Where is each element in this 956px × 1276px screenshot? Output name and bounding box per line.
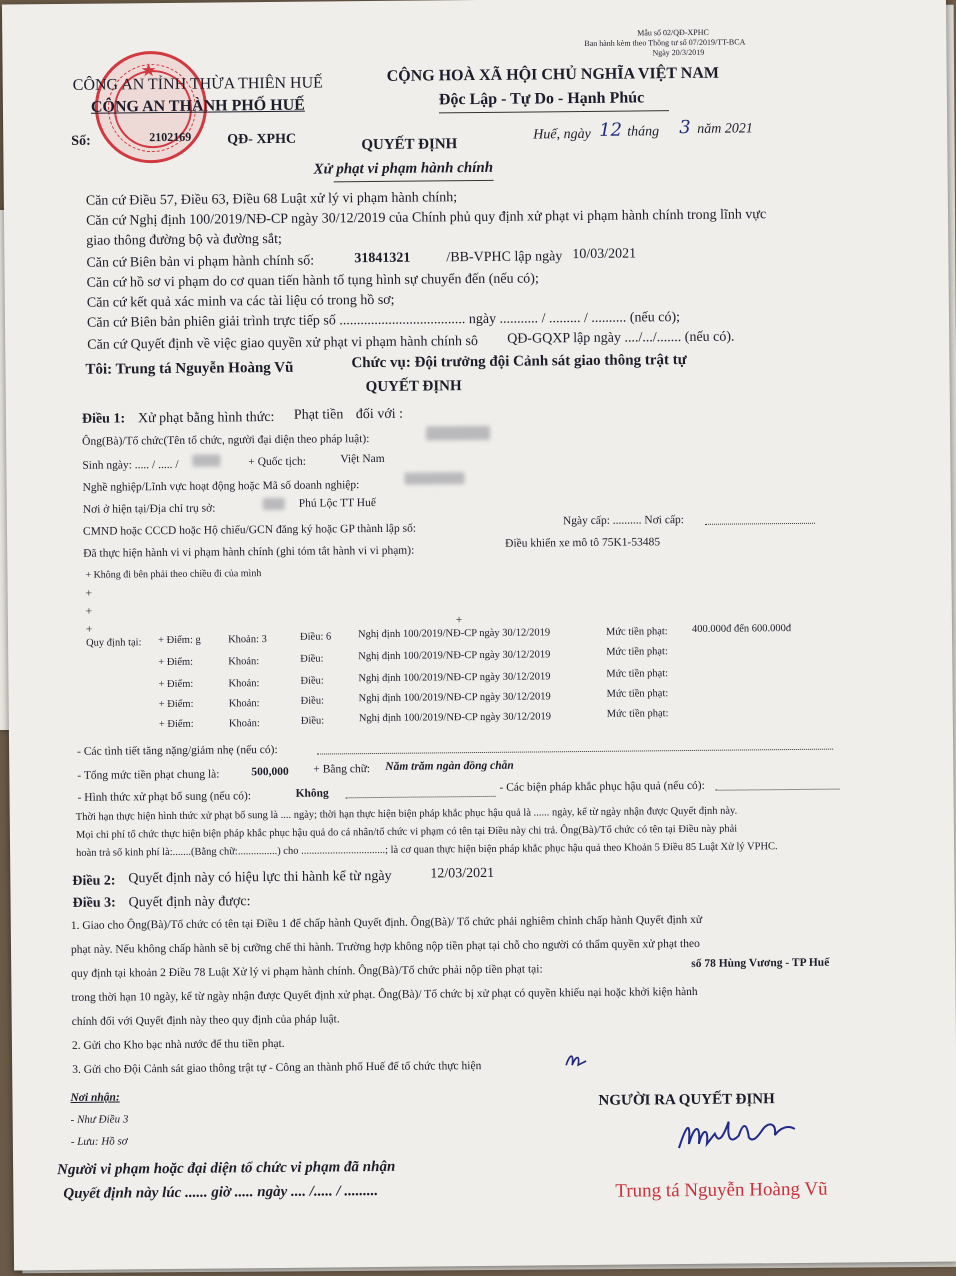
rule-decree: Nghị định 100/2019/NĐ-CP ngày 30/12/2019 (357, 627, 551, 641)
remedy-label: - Các biện pháp khắc phục hậu quả (nếu có): (499, 779, 705, 794)
art3-line-4: trong thời hạn 10 ngày, kể từ ngày nhận được Quyết định xử phạt. Ông(Bà)/ Tổ chức bị xử phạt có quyền khiếu nại hoặc khởi kiện hành (71, 985, 698, 1004)
officer-position: Chức vụ: Đội trưởng đội Cảnh sát giao thông trật tự (351, 352, 687, 372)
decision-document (2, 0, 956, 1271)
basis-3: Căn cứ Biên bản vi phạm hành chính số: (86, 253, 315, 271)
signature (673, 1113, 803, 1160)
art3-line-5: chính đối với Quyết định này theo quy định của pháp luật. (71, 1013, 340, 1028)
nationality: Việt Nam (340, 452, 385, 466)
rule-point: + Điểm: (158, 656, 194, 669)
art3-text: Quyết định này được: (128, 894, 251, 911)
rule-clause: Khoản: (228, 678, 260, 690)
rule-article: Điều: (300, 695, 325, 707)
remedy-dots (716, 789, 840, 791)
in-words: Năm trăm ngàn đồng chẵn (385, 759, 514, 773)
form-issued-date: Ngày 20/3/2019 (652, 47, 705, 58)
art2-label: Điều 2: (72, 873, 116, 889)
basis-4: Căn cứ hồ sơ vi phạm do cơ quan tiến hành tố tụng hình sự chuyển đến (nếu có); (86, 271, 539, 291)
act-1: + Không đi bên phải theo chiều đi của mình (85, 568, 262, 581)
rule-fine-label: Mức tiền phạt: (606, 668, 669, 680)
rule-fine-label: Mức tiền phạt: (605, 626, 668, 638)
basis-2: Căn cứ Nghị định 100/2019/NĐ-CP ngày 30/12/2019 của Chính phủ quy định xử phạt vi phạm hành chính trong lĩnh vực (85, 207, 767, 229)
subtitle-underline (334, 180, 494, 183)
total-fine: 500,000 (251, 765, 289, 779)
basis-5: Căn cứ kết quả xác minh va các tài liệu có trong hồ sơ; (86, 292, 395, 311)
art3-line-1: 1. Giao cho Ông(Bà)/Tổ chức có tên tại Điều 1 để chấp hành Quyết định. Ông(Bà)/ Tổ chức phải nghiêm chỉnh chấp hành Quyết định xử (70, 913, 703, 932)
extra-penalty: Không (295, 787, 329, 800)
effective-date: 12/03/2021 (430, 865, 495, 882)
recipient-1: - Như Điều 3 (70, 1113, 129, 1126)
nationality-label: + Quốc tịch: (248, 455, 306, 469)
art2-text: Quyết định này có hiệu lực thi hành kể từ ngày (128, 868, 392, 887)
issue-place-dots (705, 523, 815, 525)
payment-place: số 78 Hùng Vương - TP Huế (691, 956, 830, 970)
rule-fine-label: Mức tiền phạt: (606, 708, 669, 720)
art3-line-3: quy định tại khoản 2 Điều 78 Luật Xử lý vi phạm hành chính. Ông(Bà)/Tổ chức phải nộp tiền phạt tại: (71, 963, 543, 980)
redacted-name (426, 426, 490, 441)
initials-mark (564, 1051, 594, 1071)
country-name: CỘNG HOÀ XÃ HỘI CHỦ NGHĨA VIỆT NAM (386, 64, 720, 85)
decision-month: 3 (679, 116, 691, 139)
rule-decree: Nghị định 100/2019/NĐ-CP ngày 30/12/2019 (358, 691, 551, 705)
recipient-2: - Lưu: Hồ sơ (70, 1135, 128, 1148)
penalty-form: Phạt tiền (293, 407, 344, 423)
basis-7-suffix: QĐ-GQXP lập ngày ..../.../....... (nếu có). (507, 329, 735, 347)
art1-label: Điều 1: (81, 411, 126, 427)
id-label: CMND hoặc CCCD hoặc Hộ chiếu/GCN đăng ký hoặc GP thành lập số: (82, 522, 417, 538)
act-3: + (85, 605, 93, 618)
motto-underline (439, 110, 669, 113)
penalty-to: đối với : (355, 406, 404, 423)
red-seal: ★ (94, 51, 207, 164)
form-issued-with: Ban hành kèm theo Thông tư số 07/2019/TT-BCA (584, 37, 746, 48)
art3-line-6: 2. Gửi cho Kho bạc nhà nước để thu tiền phạt. (71, 1037, 285, 1052)
job-label: Nghề nghiệp/Lĩnh vực hoạt động hoặc Mã số doanh nghiệp: (82, 479, 360, 494)
rule-point: + Điểm: (158, 698, 194, 711)
rule-point: + Điểm: (158, 678, 194, 691)
dob-label: Sinh ngày: ..... / ..... / (82, 458, 179, 472)
decision-no-suffix: QĐ- XPHC (227, 131, 297, 148)
decision-subtitle: Xử phạt vi phạm hành chính (313, 159, 494, 178)
rule-decree: Nghị định 100/2019/NĐ-CP ngày 30/12/2019 (358, 711, 551, 725)
rule-prefix: Quy định tại: (86, 637, 142, 649)
rule-article: Điều: 6 (299, 631, 332, 643)
art3-line-2: phạt này. Nếu không chấp hành sẽ bị cưỡng chế thi hành. Trường hợp không nộp tiền phạt tại chỗ cho người có thẩm quyền xử phạt theo (70, 937, 700, 956)
report-number: 31841321 (354, 250, 411, 267)
officer-name: Tôi: Trung tá Nguyễn Hoàng Vũ (85, 359, 294, 378)
id-issue: Ngày cấp: .......... Nơi cấp: (562, 514, 685, 528)
act-5: + (455, 614, 463, 627)
acknowledgement-time: Quyết định này lúc ...... giờ ..... ngày .... /..... / ......... (63, 1183, 379, 1203)
rule-clause: Khoản: (228, 718, 260, 730)
national-motto: Độc Lập - Tự Do - Hạnh Phúc (438, 89, 645, 109)
note-2: Mọi chi phí tổ chức thực hiện biện pháp khắc phục hậu quả do cá nhân/tổ chức vi phạm có tên tại Điều này chi trả. Ông(Bà)/Tổ chức có tên tại Điều này phải (75, 823, 738, 841)
basis-1: Căn cứ Điều 57, Điều 63, Điều 68 Luật xử lý vi phạm hành chính; (85, 190, 458, 209)
address: Phú Lộc TT Huế (298, 496, 377, 510)
extra-penalty-label: - Hình thức xử phạt bổ sung (nếu có): (77, 790, 252, 804)
circumstances: - Các tình tiết tăng nặng/giảm nhẹ (nếu có): (77, 743, 278, 758)
act-2: + (85, 587, 93, 600)
circumstances-dots (317, 749, 833, 755)
rule-clause: Khoản: 3 (228, 634, 267, 646)
total-fine-label: - Tổng mức tiền phạt chung là: (77, 768, 220, 782)
decision-title: QUYẾT ĐỊNH (361, 136, 458, 154)
rule-fine-label: Mức tiền phạt: (606, 646, 668, 658)
address-label: Nơi ở hiện tại/Địa chỉ trụ sở: (82, 502, 216, 516)
rule-decree: Nghị định 100/2019/NĐ-CP ngày 30/12/2019 (358, 649, 551, 663)
rule-fine: 400.000đ đến 600.000đ (691, 623, 792, 635)
decision-year: năm 2021 (697, 121, 753, 137)
decision-day: 12 (599, 119, 623, 141)
rule-fine-label: Mức tiền phạt: (606, 688, 669, 700)
basis-7: Căn cứ Quyết định về việc giao quyền xử phạt vi phạm hành chính sô (87, 334, 479, 353)
rule-point: + Điểm: g (158, 634, 201, 647)
decide-heading: QUYẾT ĐỊNH (365, 378, 462, 396)
rule-article: Điều: (300, 653, 324, 665)
month-label: tháng (627, 124, 660, 140)
report-date: 10/03/2021 (572, 246, 637, 263)
acts-label: Đã thực hiện hành vi vi phạm hành chính (ghi tóm tắt hành vi vi phạm): (83, 544, 415, 560)
decision-no: 2102169 (149, 129, 192, 145)
rule-article: Điều: (300, 715, 325, 727)
art1-text: Xử phạt bằng hình thức: (137, 409, 275, 427)
report-suffix: /BB-VPHC lập ngày (446, 249, 563, 266)
rule-article: Điều: (300, 675, 324, 687)
recipients-label: Nơi nhận: (70, 1091, 120, 1104)
place-date-prefix: Huế, ngày (533, 126, 591, 143)
rule-decree: Nghị định 100/2019/NĐ-CP ngày 30/12/2019 (358, 671, 551, 685)
signer-name-stamp: Trung tá Nguyễn Hoàng Vũ (615, 1178, 828, 1202)
rule-point: + Điểm: (158, 718, 194, 731)
person-label: Ông(Bà)/Tổ chức(Tên tổ chức, người đại diện theo pháp luật): (82, 433, 370, 448)
decision-no-label: Số: (71, 133, 91, 149)
agency-name: CÔNG AN THÀNH PHỐ HUẾ (90, 96, 305, 116)
agency-parent: CÔNG AN TỈNH THỪA THIÊN HUẾ (72, 74, 323, 94)
vehicle-desc: Điều khiển xe mô tô 75K1-53485 (505, 536, 661, 550)
note-3: hoàn trả số kinh phí là:.......(Bằng chữ:...............) cho ................................; là cơ quan thực hiện biện pháp khắc phục hậu quả theo Khoản 5 Điều 85 Luật Xử lý VPHC. (76, 841, 778, 859)
extra-dots (346, 796, 496, 798)
note-1: Thời hạn thực hiện hình thức xử phạt bổ sung là .... ngày; thời hạn thực hiện biện pháp khắc phục hậu quả là ...... ngày, kể từ ngày nhận được Quyết định này. (75, 805, 738, 823)
art3-line-7: 3. Gửi cho Đội Cảnh sát giao thông trật tự - Công an thành phố Huế để tổ chức thực hiện (72, 1060, 482, 1076)
act-4: + (85, 623, 93, 636)
form-number: Mẫu số 02/QĐ-XPHC (637, 27, 709, 38)
art3-label: Điều 3: (72, 895, 116, 911)
redacted-year (192, 454, 220, 466)
redacted-job (404, 472, 464, 485)
basis-2b: giao thông đường bộ và đường sắt; (86, 231, 282, 249)
signer-title: NGƯỜI RA QUYẾT ĐỊNH (598, 1091, 775, 1109)
rule-clause: Khoản: (228, 698, 260, 710)
rule-clause: Khoản: (228, 656, 260, 668)
basis-6: Căn cứ Biên bản phiên giải trình trực tiếp số .................................... ngày ........... / ......... / .......... (nếu có); (86, 310, 681, 331)
redacted-address (263, 498, 285, 510)
acknowledgement: Người vi phạm hoặc đại diện tổ chức vi phạm đã nhận (57, 1158, 396, 1179)
in-words-label: + Bằng chữ: (313, 763, 371, 776)
